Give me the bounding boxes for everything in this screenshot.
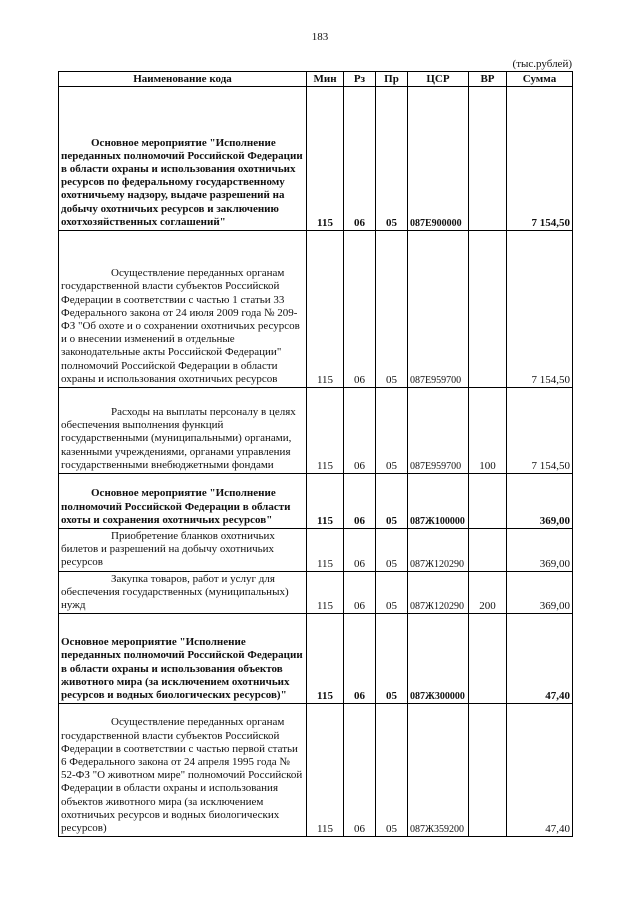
row-min: 115 (307, 571, 344, 614)
table-row (59, 388, 573, 474)
row-sum: 369,00 (507, 529, 573, 572)
row-name: Осуществление переданных органам государственной власти субъектов Российской Федерации в соответствии с частью 1 статьи 33 Федерального закона от 24 июля 2009 года № 209-ФЗ "Об охоте и о сохранении охотничьих ресурсов и о внесении изменений в отдельные законодательные акты Российской Федерации" полномочий Российской Федерации в области охраны и использования охотничьих ресурсов (59, 231, 307, 388)
row-name: Приобретение бланков охотничьих билетов и разрешений на добычу охотничьих ресурсов (59, 529, 307, 572)
header-vr: ВР (469, 72, 507, 87)
row-sum: 47,40 (507, 704, 573, 837)
header-sum: Сумма (507, 72, 573, 87)
row-csr: 087Ж100000 (408, 474, 469, 529)
row-min: 115 (307, 614, 344, 704)
row-name: Расходы на выплаты персоналу в целях обеспечения выполнения функций государственными (муниципальными) органами, казенными учреждениями, органами управления государственными внебюджетными фондами (59, 388, 307, 474)
row-csr: 087Е959700 (408, 388, 469, 474)
header-pr: Пр (376, 72, 408, 87)
row-name: Основное мероприятие "Исполнение полномочий Российской Федерации в области охоты и сохранения охотничьих ресурсов" (59, 474, 307, 529)
row-pr: 05 (376, 614, 408, 704)
row-sum: 7 154,50 (507, 388, 573, 474)
row-min: 115 (307, 704, 344, 837)
page-number: 183 (311, 31, 329, 43)
row-vr (469, 614, 507, 704)
table-row (59, 614, 573, 704)
row-pr: 05 (376, 474, 408, 529)
header-rz: Рз (344, 72, 376, 87)
header-name: Наименование кода (59, 72, 307, 87)
row-vr (469, 704, 507, 837)
row-name: Основное мероприятие "Исполнение переданных полномочий Российской Федерации в области охраны и использования объектов животного мира (за исключением охотничьих ресурсов и водных биологических ресурсов)" (59, 614, 307, 704)
table-row (59, 704, 573, 837)
table-row (59, 231, 573, 388)
row-sum: 7 154,50 (507, 87, 573, 231)
row-pr: 05 (376, 704, 408, 837)
row-vr: 100 (469, 388, 507, 474)
row-csr: 087Ж300000 (408, 614, 469, 704)
row-min: 115 (307, 474, 344, 529)
row-vr: 200 (469, 571, 507, 614)
row-pr: 05 (376, 529, 408, 572)
row-rz: 06 (344, 614, 376, 704)
row-name: Закупка товаров, работ и услуг для обеспечения государственных (муниципальных) нужд (59, 571, 307, 614)
table-row (59, 87, 573, 231)
row-min: 115 (307, 529, 344, 572)
row-min: 115 (307, 388, 344, 474)
table-row (59, 571, 573, 614)
row-vr (469, 474, 507, 529)
row-sum: 369,00 (507, 571, 573, 614)
table-row (59, 529, 573, 572)
row-min: 115 (307, 87, 344, 231)
row-csr: 087Ж359200 (408, 704, 469, 837)
header-min: Мин (307, 72, 344, 87)
table-header-row (59, 72, 573, 87)
row-csr: 087Ж120290 (408, 529, 469, 572)
row-csr: 087Е900000 (408, 87, 469, 231)
row-pr: 05 (376, 87, 408, 231)
row-min: 115 (307, 231, 344, 388)
row-pr: 05 (376, 231, 408, 388)
row-pr: 05 (376, 388, 408, 474)
row-name: Основное мероприятие "Исполнение переданных полномочий Российской Федерации в области охраны и использования охотничьих ресурсов по федеральному государственному охотничьему надзору, выдаче разрешений на добычу охотничьих ресурсов и заключению охотхозяйственных соглашений" (59, 87, 307, 231)
row-rz: 06 (344, 474, 376, 529)
row-rz: 06 (344, 571, 376, 614)
row-csr: 087Е959700 (408, 231, 469, 388)
row-rz: 06 (344, 704, 376, 837)
row-rz: 06 (344, 231, 376, 388)
row-rz: 06 (344, 529, 376, 572)
row-rz: 06 (344, 388, 376, 474)
row-name: Осуществление переданных органам государственной власти субъектов Российской Федерации в соответствии с частью первой статьи 6 Федерального закона от 24 апреля 1995 года № 52-ФЗ "О животном мире" полномочий Российской Федерации в области охраны и использования объектов животного мира (за исключением охотничьих ресурсов и водных биологических ресурсов) (59, 704, 307, 837)
header-csr: ЦСР (408, 72, 469, 87)
row-csr: 087Ж120290 (408, 571, 469, 614)
row-sum: 47,40 (507, 614, 573, 704)
row-pr: 05 (376, 571, 408, 614)
row-sum: 369,00 (507, 474, 573, 529)
row-vr (469, 231, 507, 388)
row-vr (469, 87, 507, 231)
budget-table (58, 71, 573, 837)
row-rz: 06 (344, 87, 376, 231)
table-row (59, 474, 573, 529)
units-label: (тыс.рублей) (512, 58, 572, 70)
row-sum: 7 154,50 (507, 231, 573, 388)
row-vr (469, 529, 507, 572)
